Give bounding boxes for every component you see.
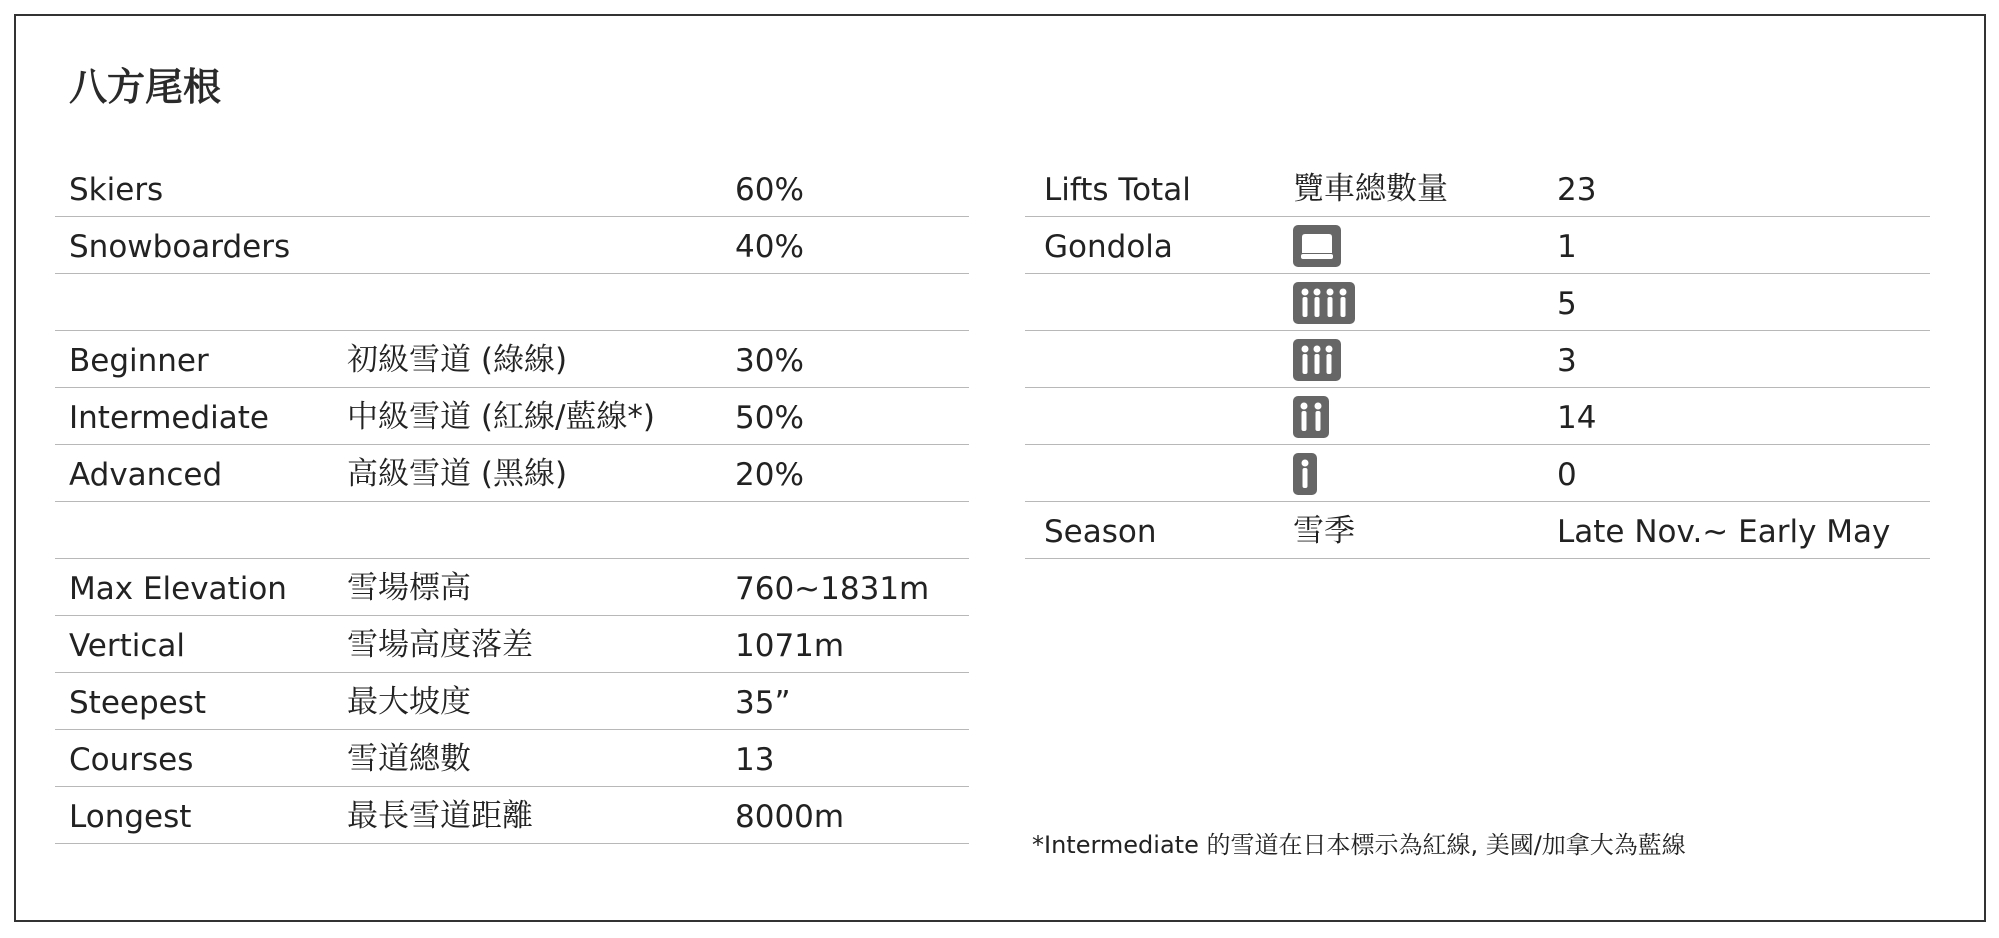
- row-label: Longest: [69, 799, 192, 835]
- row-label-zh: 高級雪道 (黑線): [347, 456, 568, 492]
- table-row-lifts-total: [1025, 160, 1930, 217]
- row-value: 5: [1557, 286, 1577, 322]
- row-label-zh: 雪季: [1293, 513, 1355, 549]
- row-label: Gondola: [1044, 229, 1173, 265]
- row-label-zh: 覽車總數量: [1293, 171, 1448, 207]
- row-label: Advanced: [69, 457, 223, 493]
- row-label: Lifts Total: [1044, 172, 1191, 208]
- table-row-beginner: [55, 331, 969, 388]
- row-label: Vertical: [69, 628, 186, 664]
- row-value: 1: [1557, 229, 1577, 265]
- table-row-advanced: [55, 445, 969, 502]
- row-value: 40%: [735, 229, 804, 265]
- table-row-gondola: [1025, 217, 1930, 274]
- table-row-quad-chair: [1025, 274, 1930, 331]
- row-value: 35”: [735, 685, 791, 721]
- row-label-zh: 雪場標高: [347, 570, 471, 606]
- stats-table-left: [55, 160, 969, 844]
- row-label: Courses: [69, 742, 194, 778]
- row-label-zh: 雪場高度落差: [347, 627, 533, 663]
- table-row-steepest: [55, 673, 969, 730]
- row-value: 8000m: [735, 799, 845, 835]
- row-label-zh: 最長雪道距離: [347, 798, 533, 834]
- table-row-season: [1025, 502, 1930, 559]
- row-label: Steepest: [69, 685, 207, 721]
- table-row-intermediate: [55, 388, 969, 445]
- table-row-spacer: [55, 274, 969, 331]
- row-value: 3: [1557, 343, 1577, 379]
- row-label-zh: 初級雪道 (綠線): [347, 342, 568, 378]
- row-value: 20%: [735, 457, 804, 493]
- row-value: 14: [1557, 400, 1597, 436]
- table-row-single-chair: [1025, 445, 1930, 502]
- row-value: 1071m: [735, 628, 845, 664]
- row-label-zh: 中級雪道 (紅線/藍線*): [347, 399, 655, 435]
- row-label: Intermediate: [69, 400, 270, 436]
- resort-title: 八方尾根: [69, 65, 222, 109]
- row-value: 13: [735, 742, 775, 778]
- row-value: 23: [1557, 172, 1597, 208]
- row-value: 0: [1557, 457, 1577, 493]
- table-row-vertical: [55, 616, 969, 673]
- table-row-snowboarders: [55, 217, 969, 274]
- double-chairlift-icon: [1293, 396, 1329, 438]
- row-label: Max Elevation: [69, 571, 287, 607]
- quad-chairlift-icon: [1293, 282, 1355, 324]
- row-value: 760~1831m: [735, 571, 930, 607]
- triple-chairlift-icon: [1293, 339, 1341, 381]
- row-label-zh: 最大坡度: [347, 684, 471, 720]
- row-value: 60%: [735, 172, 804, 208]
- stats-table-right: [1025, 160, 1930, 559]
- gondola-icon: [1293, 225, 1341, 267]
- row-label: Snowboarders: [69, 229, 291, 265]
- row-value: Late Nov.~ Early May: [1557, 514, 1891, 550]
- table-row-longest: [55, 787, 969, 844]
- row-value: 50%: [735, 400, 804, 436]
- row-label: Season: [1044, 514, 1157, 550]
- table-row-triple-chair: [1025, 331, 1930, 388]
- table-row-double-chair: [1025, 388, 1930, 445]
- table-row-spacer: [55, 502, 969, 559]
- row-label-zh: 雪道總數: [347, 741, 471, 777]
- footnote: *Intermediate 的雪道在日本標示為紅線, 美國/加拿大為藍線: [1032, 831, 1686, 859]
- table-row-max-elevation: [55, 559, 969, 616]
- row-label: Beginner: [69, 343, 209, 379]
- single-chairlift-icon: [1293, 453, 1317, 495]
- row-label: Skiers: [69, 172, 164, 208]
- table-row-courses: [55, 730, 969, 787]
- row-value: 30%: [735, 343, 804, 379]
- table-row-skiers: [55, 160, 969, 217]
